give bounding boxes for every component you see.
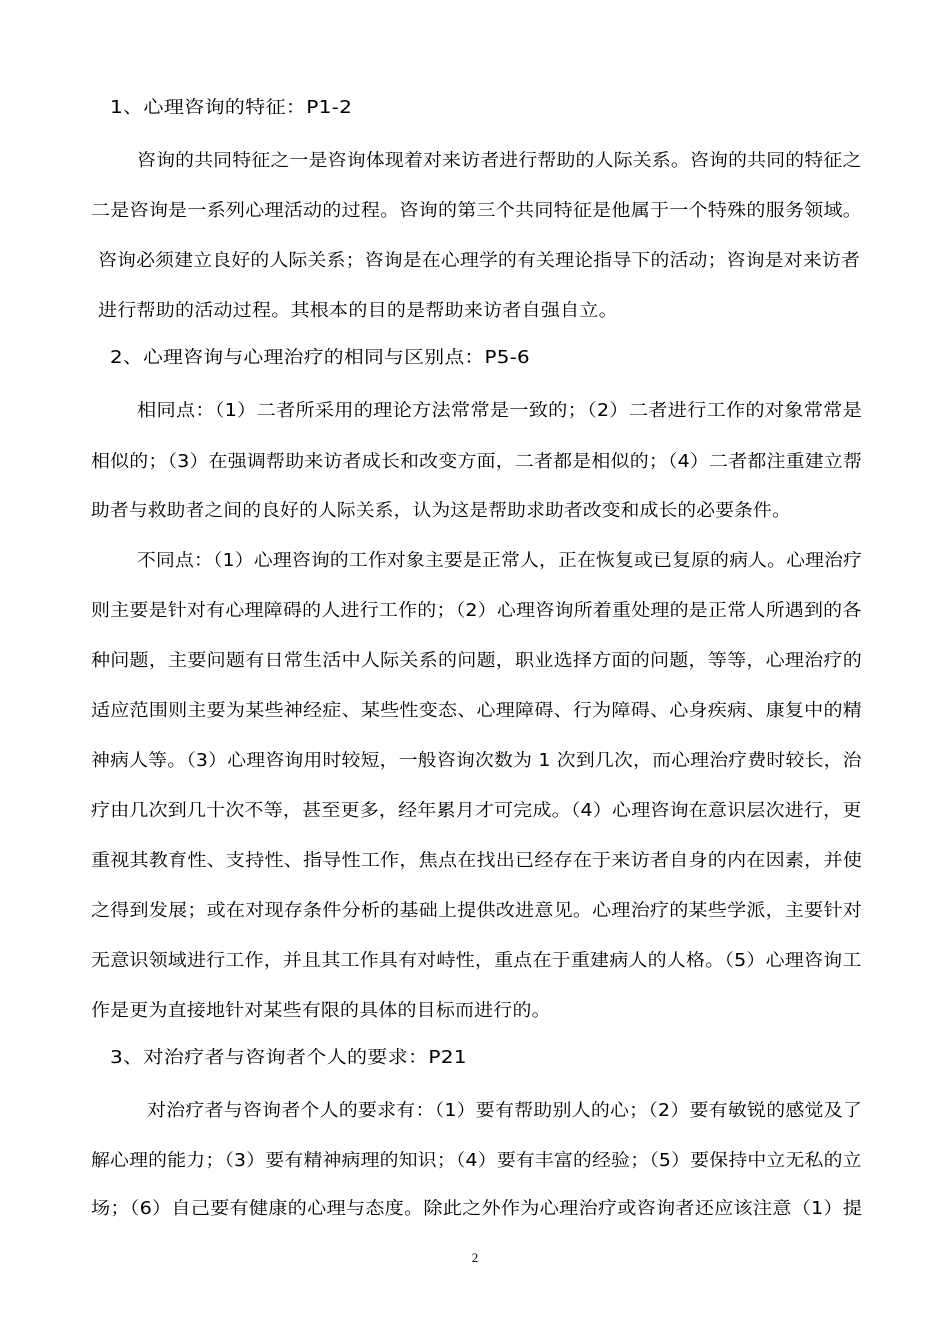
text-line: 进行帮助的活动过程。其根本的目的是帮助来访者自强自立。 <box>98 301 618 321</box>
text-line: 对治疗者与咨询者个人的要求有：（1）要有帮助别人的心；（2）要有敏锐的感觉及了 <box>147 1101 863 1121</box>
text-line: 疗由几次到几十次不等，甚至更多，经年累月才可完成。（4）心理咨询在意识层次进行，更 <box>91 801 862 821</box>
text-line: 助者与救助者之间的良好的人际关系，认为这是帮助求助者改变和成长的必要条件。 <box>91 501 791 521</box>
text-line: 不同点：（1）心理咨询的工作对象主要是正常人，正在恢复或已复原的病人。心理治疗 <box>137 551 863 571</box>
text-line: 作是更为直接地针对某些有限的具体的目标而进行的。 <box>91 1001 551 1021</box>
text-line: 场；（6）自己要有健康的心理与态度。除此之外作为心理治疗或咨询者还应该注意（1）提 <box>91 1199 863 1219</box>
text-line: 二是咨询是一系列心理活动的过程。咨询的第三个共同特征是他属于一个特殊的服务领域。 <box>91 201 862 221</box>
text-line: 咨询必须建立良好的人际关系；咨询是在心理学的有关理论指导下的活动；咨询是对来访者 <box>98 251 860 271</box>
text-line: 咨询的共同特征之一是咨询体现着对来访者进行帮助的人际关系。咨询的共同的特征之 <box>137 151 862 171</box>
text-line: 相似的；（3）在强调帮助来访者成长和改变方面，二者都是相似的；（4）二者都注重建立帮 <box>91 452 863 472</box>
text-line: 适应范围则主要为某些神经症、某些性变态、心理障碍、行为障碍、心身疾病、康复中的精 <box>91 701 862 721</box>
text-line: 种问题，主要问题有日常生活中人际关系的问题，职业选择方面的问题，等等，心理治疗的 <box>91 651 862 671</box>
page-number: 2 <box>471 1250 479 1265</box>
text-line: 相同点：（1）二者所采用的理论方法常常是一致的；（2）二者进行工作的对象常常是 <box>137 401 863 421</box>
text-line: 之得到发展；或在对现存条件分析的基础上提供改进意见。心理治疗的某些学派，主要针对 <box>91 901 862 921</box>
heading-2: 2、心理咨询与心理治疗的相同与区别点：P5-6 <box>110 348 530 368</box>
text-line: 无意识领域进行工作，并且其工作具有对峙性，重点在于重建病人的人格。（5）心理咨询工 <box>91 951 862 971</box>
text-line: 神病人等。（3）心理咨询用时较短，一般咨询次数为 1 次到几次，而心理治疗费时较长，治 <box>91 751 862 771</box>
text-line: 解心理的能力；（3）要有精神病理的知识；（4）要有丰富的经验；（5）要保持中立无私的立 <box>91 1151 862 1171</box>
text-line: 则主要是针对有心理障碍的人进行工作的；（2）心理咨询所着重处理的是正常人所遇到的各 <box>91 601 862 621</box>
heading-3: 3、对治疗者与咨询者个人的要求：P21 <box>110 1048 467 1068</box>
text-line: 重视其教育性、支持性、指导性工作，焦点在找出已经存在于来访者自身的内在因素，并使 <box>91 851 862 871</box>
heading-1: 1、心理咨询的特征：P1-2 <box>110 98 353 118</box>
